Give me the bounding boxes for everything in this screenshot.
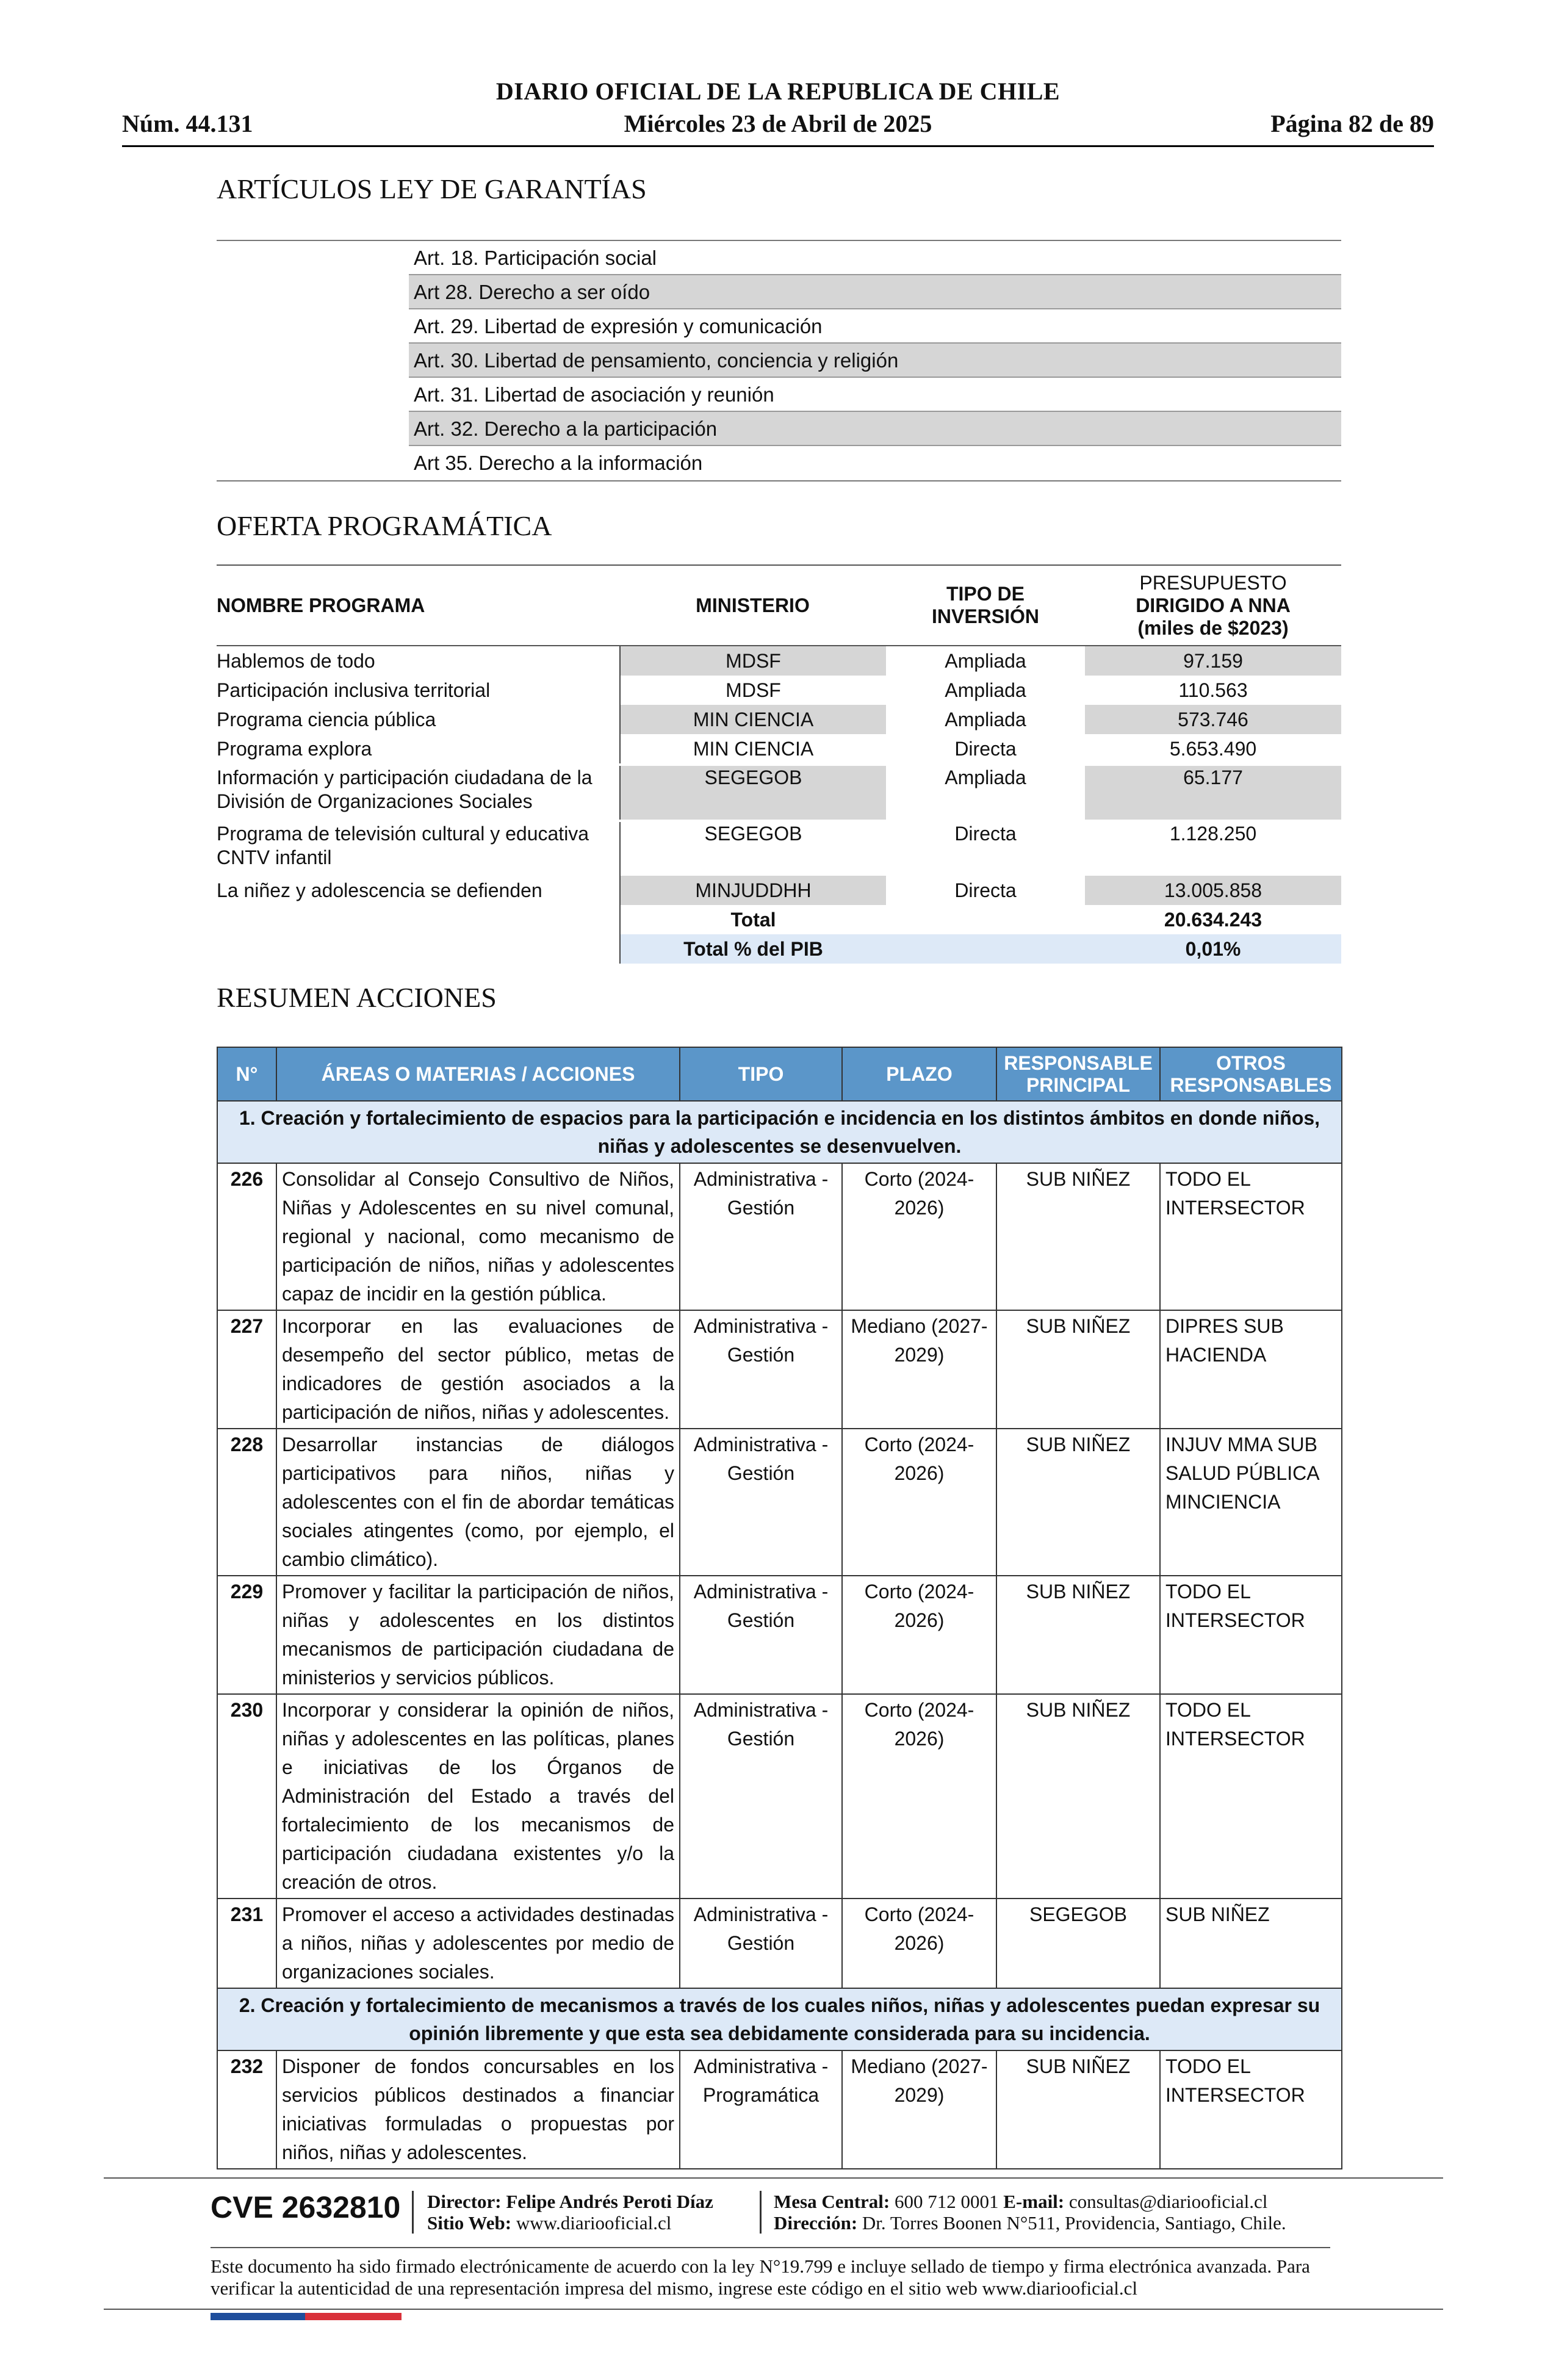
program-name: Hablemos de todo <box>217 650 375 672</box>
program-ministry: MDSF <box>619 676 886 705</box>
program-row <box>217 734 1341 763</box>
action-text: Desarrollar instancias de diálogos participativos para niños, niñas y adolescentes con el fin de abordar temáticas sociales atingentes (como, por ejemplo, el cambio climático). <box>276 1429 680 1576</box>
actions-heading: RESUMEN ACCIONES <box>217 982 497 1013</box>
action-type: Administrativa - Gestión <box>680 1694 842 1899</box>
action-type: Administrativa - Programática <box>680 2050 842 2169</box>
program-name: Programa de televisión cultural y educativa CNTV infantil <box>217 823 589 868</box>
article-row: Art. 32. Derecho a la participación <box>409 412 1341 446</box>
footer-separator <box>412 2191 414 2234</box>
pib-row <box>217 934 1341 964</box>
action-row <box>217 2050 1342 2169</box>
cve-code: CVE 2632810 <box>211 2190 401 2224</box>
issue-number: Núm. 44.131 <box>122 110 253 137</box>
program-type: Directa <box>954 738 1017 760</box>
action-row <box>217 1310 1342 1429</box>
program-name: Participación inclusiva territorial <box>217 679 491 701</box>
group-title: 1. Creación y fortalecimiento de espacios para la participación e incidencia en los distintos ámbitos en donde niños, niñas y adolescentes se desenvuelven. <box>217 1101 1342 1163</box>
col-ministry-header: MINISTERIO <box>696 594 810 616</box>
action-number: 226 <box>217 1163 276 1310</box>
footer-divider <box>211 2247 1330 2248</box>
program-ministry: MDSF <box>619 646 886 676</box>
program-ministry: MIN CIENCIA <box>619 705 886 734</box>
program-type: Directa <box>954 823 1017 845</box>
action-text: Incorporar en las evaluaciones de desempeño del sector público, metas de indicadores de gestión asociados a la participación de niños, niñas y adolescentes. <box>276 1310 680 1429</box>
program-type: Ampliada <box>945 650 1026 672</box>
action-others: TODO EL INTERSECTOR <box>1160 2050 1342 2169</box>
action-number: 228 <box>217 1429 276 1576</box>
page-number: Página 82 de 89 <box>1270 110 1434 137</box>
col-resp-header-line: PRINCIPAL <box>1026 1074 1131 1096</box>
action-type: Administrativa - Gestión <box>680 1899 842 1988</box>
pib-label: Total % del PIB <box>619 934 886 964</box>
program-row <box>217 646 1341 676</box>
program-row <box>217 763 1341 820</box>
article-row: Art 35. Derecho a la información <box>414 452 703 474</box>
pib-value: 0,01% <box>1085 934 1341 964</box>
program-budget: 573.746 <box>1085 705 1341 734</box>
programs-table <box>217 564 1341 964</box>
action-number: 232 <box>217 2050 276 2169</box>
col-term-header: PLAZO <box>842 1047 996 1101</box>
mesa-phone: 600 712 0001 <box>895 2191 999 2212</box>
program-type: Ampliada <box>945 709 1026 730</box>
article-row: Art 28. Derecho a ser oído <box>409 275 1341 309</box>
action-text: Consolidar al Consejo Consultivo de Niños, Niñas y Adolescentes en su nivel comunal, regional y nacional, como mecanismo de participación de niños, niñas y adolescentes capaz de incidir en la gestión pública. <box>276 1163 680 1310</box>
website-link[interactable]: www.diariooficial.cl <box>516 2212 672 2234</box>
action-responsible: SUB NIÑEZ <box>996 1576 1160 1694</box>
action-others: TODO EL INTERSECTOR <box>1160 1694 1342 1899</box>
mesa-label: Mesa Central: <box>774 2191 890 2212</box>
programs-heading: OFERTA PROGRAMÁTICA <box>217 510 552 541</box>
issue-date: Miércoles 23 de Abril de 2025 <box>624 110 932 137</box>
total-value: 20.634.243 <box>1164 909 1262 931</box>
col-type-header-line: TIPO DE <box>946 583 1025 605</box>
action-term: Corto (2024-2026) <box>842 1429 996 1576</box>
action-others: TODO EL INTERSECTOR <box>1160 1576 1342 1694</box>
program-budget: 97.159 <box>1085 646 1341 676</box>
col-budget-header-line: (miles de $2023) <box>1137 616 1289 639</box>
group-title: 2. Creación y fortalecimiento de mecanismos a través de los cuales niños, niñas y adolescentes puedan expresar su opinión libremente y que esta sea debidamente considerada para su incidencia. <box>217 1988 1342 2050</box>
director-label: Director: <box>427 2191 502 2212</box>
address-text: Dr. Torres Boonen N°511, Providencia, Santiago, Chile. <box>862 2212 1286 2234</box>
director-name: Felipe Andrés Peroti Díaz <box>506 2191 713 2212</box>
col-resp-header-line: RESPONSABLE <box>1004 1052 1153 1074</box>
action-number: 229 <box>217 1576 276 1694</box>
action-term: Mediano (2027-2029) <box>842 2050 996 2169</box>
program-budget: 110.563 <box>1178 679 1248 701</box>
actions-table <box>217 1047 1342 2169</box>
program-row <box>217 676 1341 705</box>
action-others: DIPRES SUB HACIENDA <box>1160 1310 1342 1429</box>
col-area-header: ÁREAS O MATERIAS / ACCIONES <box>276 1047 680 1101</box>
action-term: Mediano (2027-2029) <box>842 1310 996 1429</box>
total-row <box>217 905 1341 934</box>
action-others: TODO EL INTERSECTOR <box>1160 1163 1342 1310</box>
action-responsible: SUB NIÑEZ <box>996 1429 1160 1576</box>
action-others: SUB NIÑEZ <box>1160 1899 1342 1988</box>
program-row <box>217 705 1341 734</box>
programs-header-row <box>217 566 1341 646</box>
col-budget-header-line: PRESUPUESTO <box>1139 571 1287 594</box>
action-responsible: SEGEGOB <box>996 1899 1160 1988</box>
action-type: Administrativa - Gestión <box>680 1163 842 1310</box>
web-label: Sitio Web: <box>427 2212 512 2234</box>
footer-separator <box>760 2191 762 2234</box>
program-name: La niñez y adolescencia se defienden <box>217 879 542 901</box>
action-row <box>217 1694 1342 1899</box>
action-responsible: SUB NIÑEZ <box>996 2050 1160 2169</box>
footer-contact-block <box>774 2191 1286 2234</box>
newspaper-title: DIARIO OFICIAL DE LA REPUBLICA DE CHILE <box>495 78 1061 105</box>
footer-divider <box>104 2309 1443 2310</box>
action-responsible: SUB NIÑEZ <box>996 1163 1160 1310</box>
action-term: Corto (2024-2026) <box>842 1576 996 1694</box>
program-type: Directa <box>954 879 1017 901</box>
action-others: INJUV MMA SUB SALUD PÚBLICA MINCIENCIA <box>1160 1429 1342 1576</box>
col-others-header-line: RESPONSABLES <box>1170 1074 1332 1096</box>
actions-header-row <box>217 1047 1342 1101</box>
program-row <box>217 820 1341 876</box>
program-ministry: SEGEGOB <box>619 822 886 876</box>
article-row: Art. 31. Libertad de asociación y reunión <box>409 378 1341 412</box>
group-row <box>217 1101 1342 1163</box>
action-term: Corto (2024-2026) <box>842 1694 996 1899</box>
action-responsible: SUB NIÑEZ <box>996 1694 1160 1899</box>
action-number: 230 <box>217 1694 276 1899</box>
action-type: Administrativa - Gestión <box>680 1429 842 1576</box>
action-term: Corto (2024-2026) <box>842 1899 996 1988</box>
col-resp-header <box>996 1047 1160 1101</box>
col-budget-header <box>1085 572 1341 640</box>
col-others-header-line: OTROS <box>1216 1052 1286 1074</box>
action-row <box>217 1163 1342 1310</box>
action-text: Disponer de fondos concursables en los servicios públicos destinados a financiar iniciativas formuladas o propuestas por niños, niñas y adolescentes. <box>276 2050 680 2169</box>
action-row <box>217 1576 1342 1694</box>
total-label: Total <box>619 905 886 934</box>
col-num-header: N° <box>217 1047 276 1101</box>
total-spacer <box>217 905 619 934</box>
signature-note: Este documento ha sido firmado electrónicamente de acuerdo con la ley N°19.799 e incluye sellado de tiempo y firma electrónica avanzada. Para verificar la autenticidad de una representación impresa del mismo, ingrese este código en el sitio web www.diariooficial.cl <box>211 2256 1310 2299</box>
col-budget-header-line: DIRIGIDO A NNA <box>1136 594 1291 616</box>
footer-director-block <box>427 2191 713 2234</box>
flag-stripe-red <box>305 2313 402 2320</box>
action-number: 227 <box>217 1310 276 1429</box>
program-budget: 65.177 <box>1085 766 1341 820</box>
action-text: Incorporar y considerar la opinión de niños, niñas y adolescentes en las políticas, planes e iniciativas de los Órganos de Administración del Estado a través del fortalecimiento de los mecanismos de participación ciudadana existentes y/o la creación de otros. <box>276 1694 680 1899</box>
action-responsible: SUB NIÑEZ <box>996 1310 1160 1429</box>
action-number: 231 <box>217 1899 276 1988</box>
program-type: Ampliada <box>945 766 1026 788</box>
col-name-header: NOMBRE PROGRAMA <box>217 594 425 616</box>
program-ministry: MINJUDDHH <box>619 876 886 905</box>
email-link[interactable]: consultas@diariooficial.cl <box>1068 2191 1268 2212</box>
program-budget: 1.128.250 <box>1169 823 1257 845</box>
action-type: Administrativa - Gestión <box>680 1576 842 1694</box>
article-row: Art. 18. Participación social <box>409 241 1341 275</box>
col-others-header <box>1160 1047 1342 1101</box>
action-type: Administrativa - Gestión <box>680 1310 842 1429</box>
email-label: E-mail: <box>1003 2191 1065 2212</box>
article-row: Art. 30. Libertad de pensamiento, conciencia y religión <box>409 344 1341 378</box>
program-type: Ampliada <box>945 679 1026 701</box>
flag-stripe-blue <box>211 2313 305 2320</box>
article-row: Art. 29. Libertad de expresión y comunicación <box>409 309 1341 344</box>
action-text: Promover y facilitar la participación de niños, niñas y adolescentes en los distintos mecanismos de participación ciudadana de ministerios y servicios públicos. <box>276 1576 680 1694</box>
program-name: Programa ciencia pública <box>217 709 436 730</box>
col-type-header: TIPO <box>680 1047 842 1101</box>
pib-spacer <box>217 934 619 964</box>
col-type-header-line: INVERSIÓN <box>931 605 1040 627</box>
action-row <box>217 1899 1342 1988</box>
program-name: Programa explora <box>217 738 372 760</box>
articles-table <box>217 240 1341 481</box>
program-name: Información y participación ciudadana de la División de Organizaciones Sociales <box>217 766 593 812</box>
page-header <box>122 72 1434 147</box>
program-ministry: SEGEGOB <box>619 766 886 820</box>
col-type-header <box>886 583 1085 628</box>
group-row <box>217 1988 1342 2050</box>
footer-divider <box>104 2177 1443 2179</box>
program-row <box>217 876 1341 905</box>
program-ministry: MIN CIENCIA <box>619 734 886 763</box>
action-term: Corto (2024-2026) <box>842 1163 996 1310</box>
action-row <box>217 1429 1342 1576</box>
pib-spacer <box>886 934 1085 964</box>
program-budget: 13.005.858 <box>1085 876 1341 905</box>
total-spacer <box>886 905 1085 934</box>
articles-heading: ARTÍCULOS LEY DE GARANTÍAS <box>217 173 647 204</box>
action-text: Promover el acceso a actividades destinadas a niños, niñas y adolescentes por medio de organizaciones sociales. <box>276 1899 680 1988</box>
address-label: Dirección: <box>774 2212 858 2234</box>
program-budget: 5.653.490 <box>1169 738 1257 760</box>
